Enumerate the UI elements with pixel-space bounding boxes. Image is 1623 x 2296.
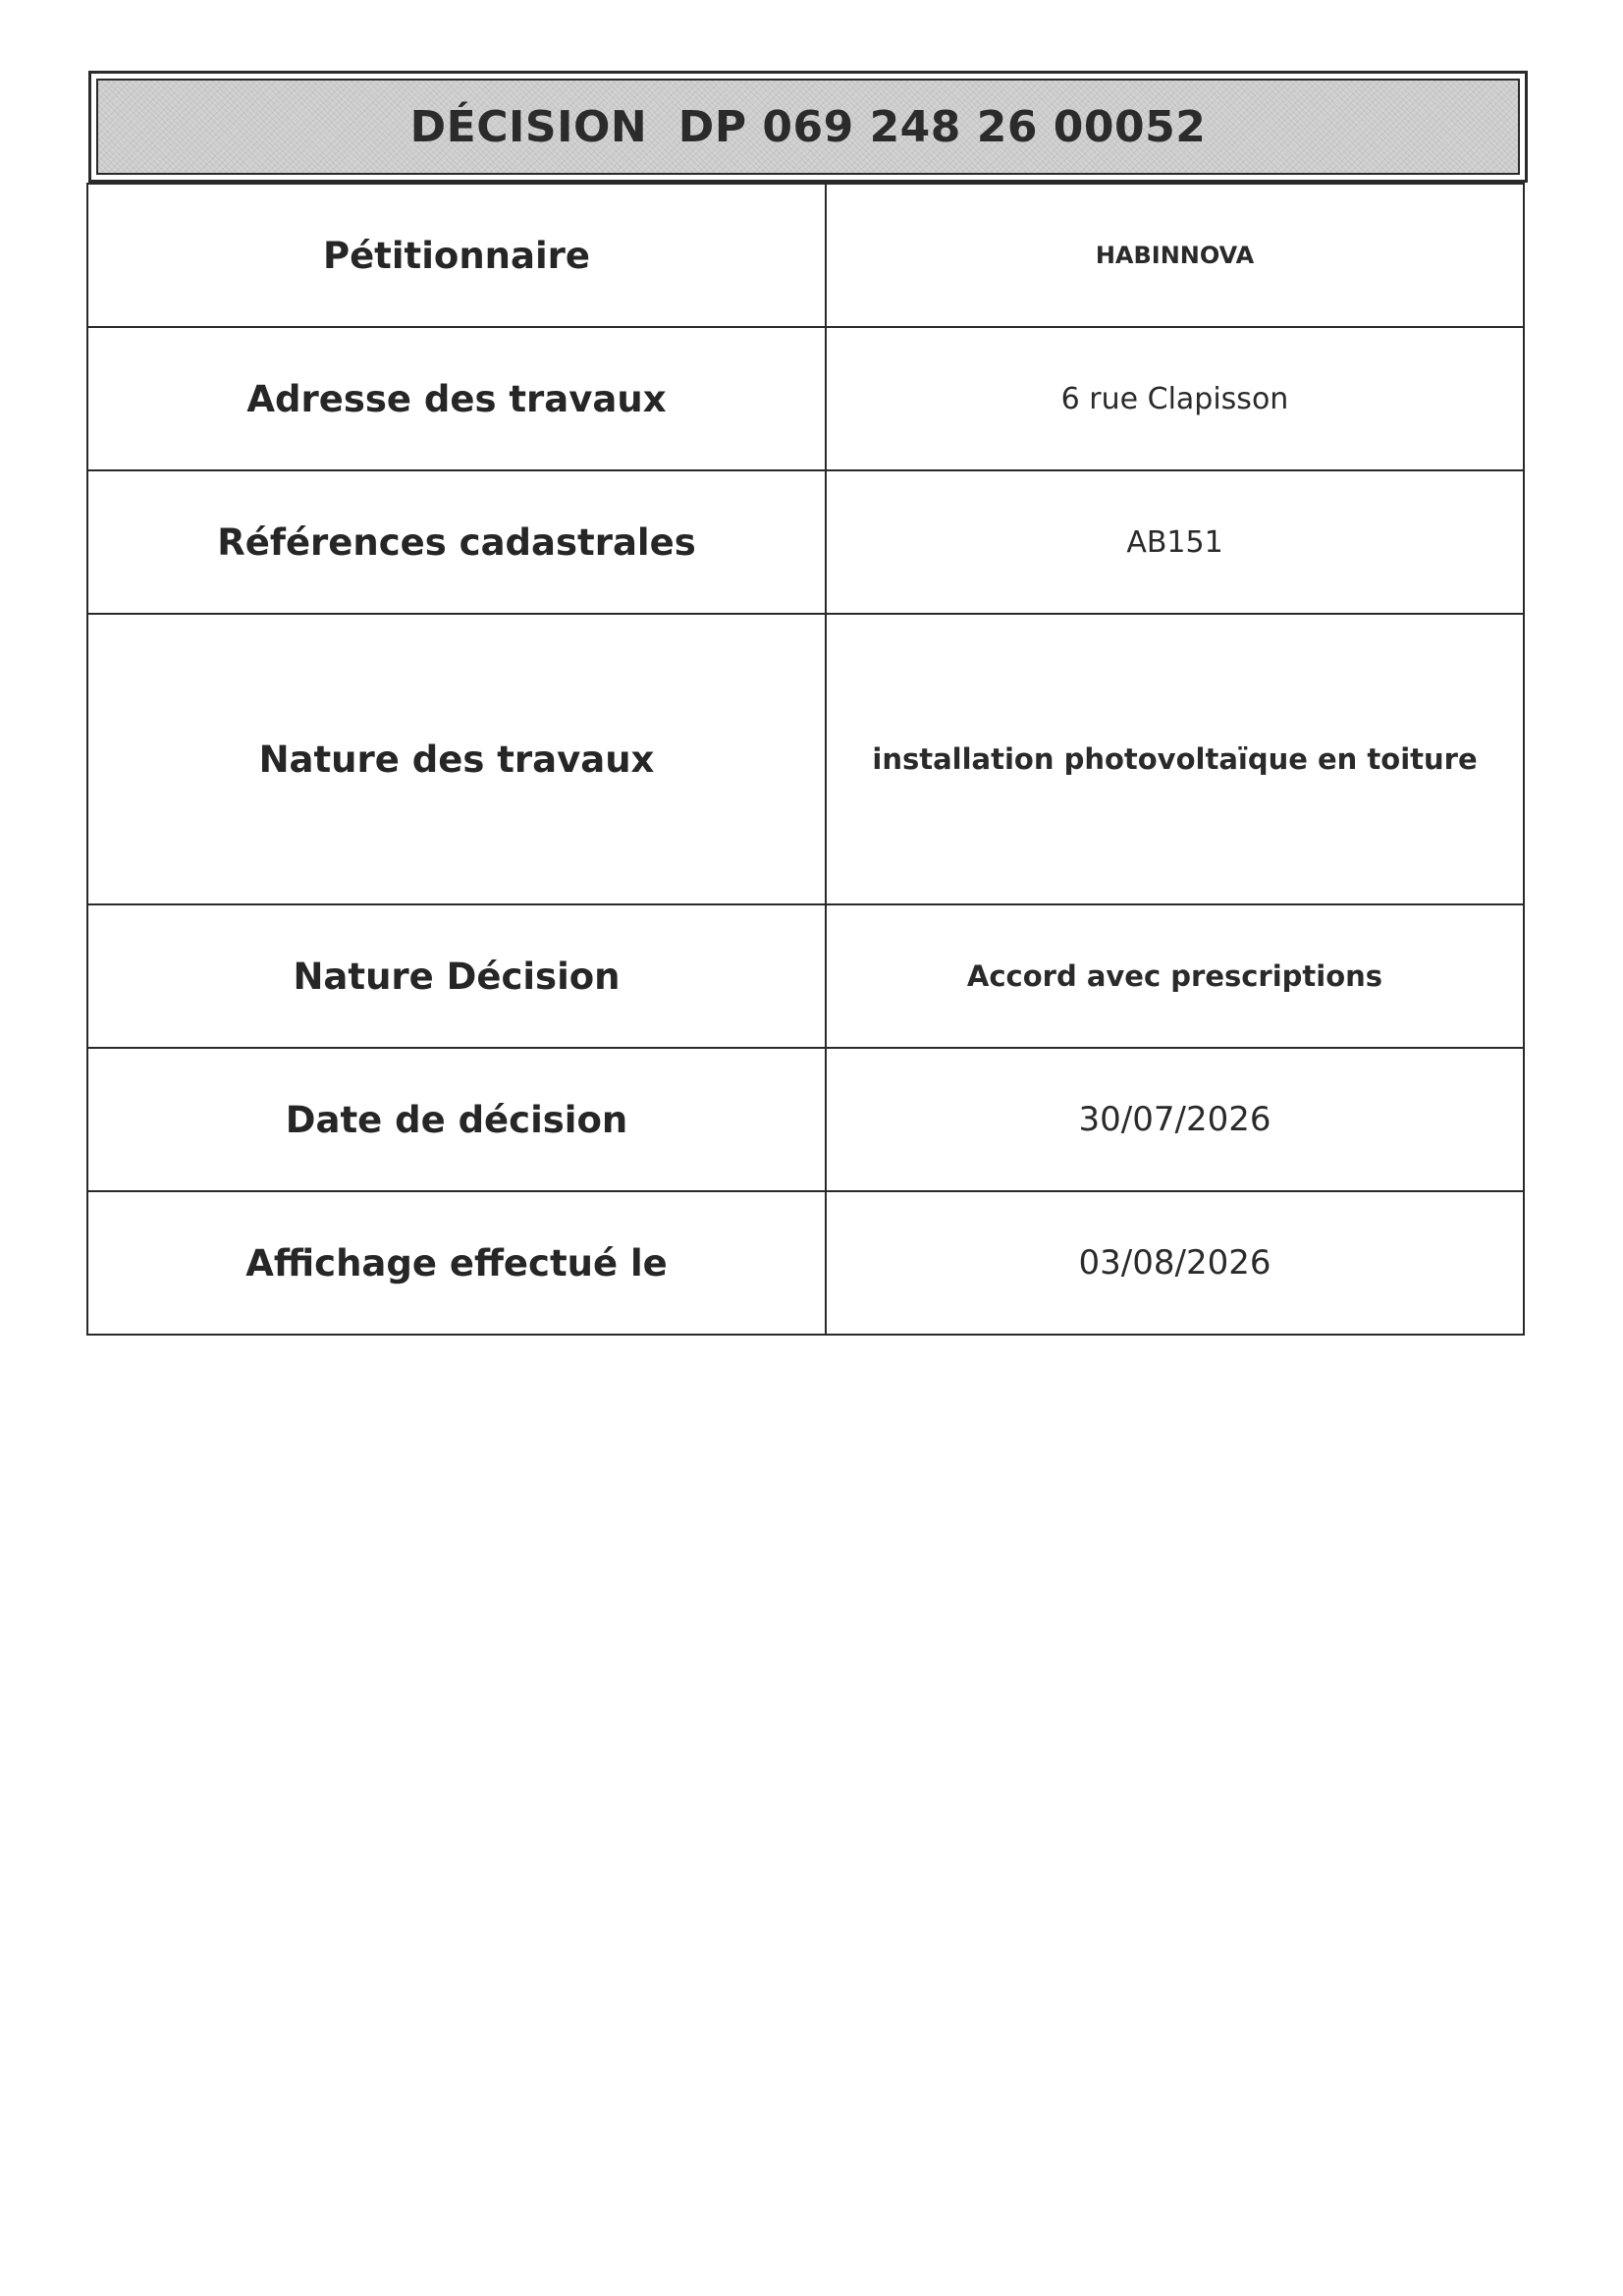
label-references-cadastrales: Références cadastrales	[87, 470, 826, 614]
value-nature-decision: Accord avec prescriptions	[826, 904, 1524, 1048]
label-nature-travaux: Nature des travaux	[87, 614, 826, 904]
decision-info-table	[86, 183, 1525, 1336]
label-affichage: Affichage effectué le	[87, 1191, 826, 1335]
label-petitionnaire: Pétitionnaire	[87, 184, 826, 327]
label-nature-decision: Nature Décision	[87, 904, 826, 1048]
table-row-affichage	[87, 1191, 1524, 1335]
value-date-decision: 30/07/2026	[826, 1048, 1524, 1191]
value-references-cadastrales: AB151	[826, 470, 1524, 614]
table-row-nature-travaux	[87, 614, 1524, 904]
table-row-nature-decision	[87, 904, 1524, 1048]
table-row-petitionnaire	[87, 184, 1524, 327]
label-date-decision: Date de décision	[87, 1048, 826, 1191]
value-adresse-travaux: 6 rue Clapisson	[826, 327, 1524, 470]
value-petitionnaire: HABINNOVA	[826, 184, 1524, 327]
table-row-references	[87, 470, 1524, 614]
decision-title: DÉCISION DP 069 248 26 00052	[409, 101, 1207, 152]
value-affichage: 03/08/2026	[826, 1191, 1524, 1335]
table-row-adresse	[87, 327, 1524, 470]
decision-title-box	[88, 71, 1528, 183]
decision-title-banner	[96, 79, 1520, 175]
table-row-date-decision	[87, 1048, 1524, 1191]
value-nature-travaux: installation photovoltaïque en toiture	[826, 614, 1524, 904]
label-adresse-travaux: Adresse des travaux	[87, 327, 826, 470]
